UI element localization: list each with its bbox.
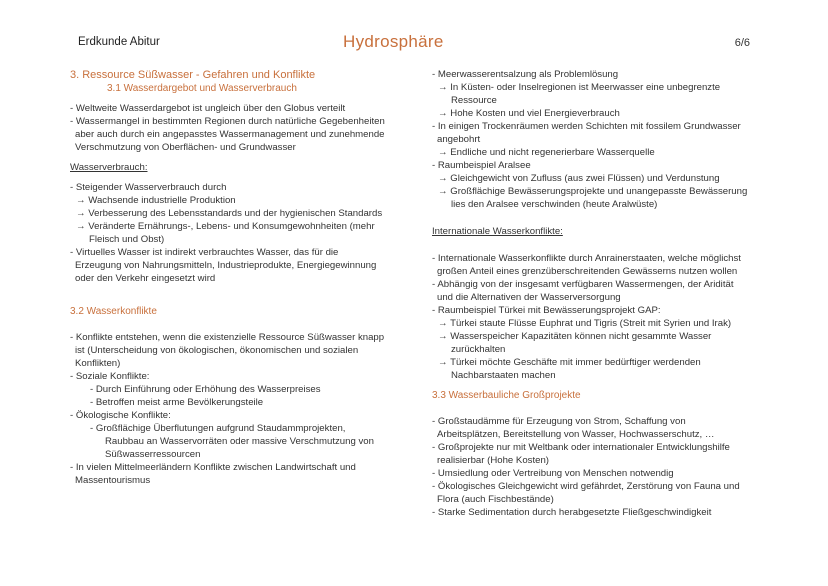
text-line: → Türkei staute Flüsse Euphrat und Tigris (Streit mit Syrien und Irak) <box>438 318 732 329</box>
text-line: angebohrt <box>437 134 481 145</box>
text-line: realisierbar (Hohe Kosten) <box>437 455 549 466</box>
text-line: Erzeugung von Nahrungsmitteln, Industrieprodukte, Energiegewinnung <box>75 260 377 271</box>
text-line: → Hohe Kosten und viel Energieverbrauch <box>438 108 620 119</box>
right-column <box>432 68 772 519</box>
text-line: - Internationale Wasserkonflikte durch Anrainerstaaten, welche möglichst <box>432 253 741 264</box>
text-line: - Ökologische Konflikte: <box>70 410 171 421</box>
text-line: - In einigen Trockenräumen werden Schichten mit fossilem Grundwasser <box>432 121 741 132</box>
section-heading-grossprojekte: 3.3 Wasserbauliche Großprojekte <box>432 390 581 401</box>
text-line: - Ökologisches Gleichgewicht wird gefährdet, Zerstörung von Fauna und <box>432 481 740 492</box>
text-line: - Großstaudämme für Erzeugung von Strom, Schaffung von <box>432 416 686 427</box>
text-line: → In Küsten- oder Inselregionen ist Meerwasser eine unbegrenzte <box>438 82 721 93</box>
text-line: - Weltweite Wasserdargebot ist ungleich über den Globus verteilt <box>70 103 346 114</box>
text-line: → Wachsende industrielle Produktion <box>76 195 236 206</box>
text-line: - Umsiedlung oder Vertreibung von Menschen notwendig <box>432 468 674 479</box>
subheading-internationale-wasserkonflikte: Internationale Wasserkonflikte: <box>432 226 563 237</box>
text-line: → Großflächige Bewässerungsprojekte und unangepasste Bewässerung <box>438 186 748 197</box>
text-line: Nachbarstaaten machen <box>451 370 556 381</box>
header-subject: Erdkunde Abitur <box>78 36 160 48</box>
text-line: ist (Unterscheidung von ökologischen, ökonomischen und sozialen <box>75 345 359 356</box>
text-line: → Verbesserung des Lebensstandards und der hygienischen Standards <box>76 208 383 219</box>
text-line: Ressource <box>451 95 497 106</box>
text-line: - In vielen Mittelmeerländern Konflikte zwischen Landwirtschaft und <box>70 462 356 473</box>
text-line: Verschmutzung von Oberflächen- und Grundwasser <box>75 142 296 153</box>
text-line: - Durch Einführung oder Erhöhung des Wasserpreises <box>90 384 321 395</box>
text-line: - Starke Sedimentation durch herabgesetzte Fließgeschwindigkeit <box>432 507 712 518</box>
text-line: - Wassermangel in bestimmten Regionen durch natürliche Gegebenheiten <box>70 116 385 127</box>
subsection-heading: 3.1 Wasserdargebot und Wasserverbrauch <box>107 83 297 94</box>
text-line: - Abhängig von der insgesamt verfügbaren Wassermengen, der Aridität <box>432 279 734 290</box>
text-line: Arbeitsplätzen, Bereitstellung von Wasser, Hochwasserschutz, … <box>437 429 715 440</box>
text-line: Flora (auch Fischbestände) <box>437 494 554 505</box>
text-line: Massentourismus <box>75 475 151 486</box>
text-line: → Veränderte Ernährungs-, Lebens- und Konsumgewohnheiten (mehr <box>76 221 375 232</box>
text-line: - Großflächige Überflutungen aufgrund Staudammprojekten, <box>90 423 346 434</box>
text-line: → Türkei möchte Geschäfte mit immer bedürftiger werdenden <box>438 357 701 368</box>
text-line: lies den Aralsee verschwinden (heute Aralwüste) <box>451 199 658 210</box>
page-number: 6/6 <box>734 37 750 49</box>
left-column <box>70 68 402 487</box>
text-line: - Steigender Wasserverbrauch durch <box>70 182 227 193</box>
text-line: - Virtuelles Wasser ist indirekt verbrauchtes Wasser, das für die <box>70 247 339 258</box>
text-line: → Wasserspeicher Kapazitäten können nicht gesammte Wasser <box>438 331 712 342</box>
text-line: Raubbau an Wasservorräten oder massive Verschmutzung von <box>105 436 374 447</box>
text-line: → Endliche und nicht regenerierbare Wasserquelle <box>438 147 655 158</box>
text-line: - Betroffen meist arme Bevölkerungsteile <box>90 397 264 408</box>
page-title: Hydrosphäre <box>343 32 444 51</box>
text-line: und die Alternativen der Wasserversorgung <box>437 292 621 303</box>
text-line: - Raumbeispiel Aralsee <box>432 160 531 171</box>
text-line: oder den Verkehr eingesetzt wird <box>75 273 216 284</box>
text-line: - Konflikte entstehen, wenn die existenzielle Ressource Süßwasser knapp <box>70 332 385 343</box>
text-line: - Großprojekte nur mit Weltbank oder internationaler Entwicklungshilfe <box>432 442 730 453</box>
text-line: aber auch durch ein angepasstes Wassermanagement und zunehmende <box>75 129 385 140</box>
text-line: → Gleichgewicht von Zufluss (aus zwei Flüssen) und Verdunstung <box>438 173 720 184</box>
text-line: - Meerwasserentsalzung als Problemlösung <box>432 69 619 80</box>
text-line: Fleisch und Obst) <box>89 234 165 245</box>
text-line: - Raumbeispiel Türkei mit Bewässerungsprojekt GAP: <box>432 305 661 316</box>
subheading-wasserverbrauch: Wasserverbrauch: <box>70 162 148 173</box>
text-line: zurückhalten <box>451 344 506 355</box>
text-line: großen Anteil eines grenzüberschreitenden Gewässerns nutzen wollen <box>437 266 738 277</box>
section-heading-wasserkonflikte: 3.2 Wasserkonflikte <box>70 306 157 317</box>
section-heading: 3. Ressource Süßwasser - Gefahren und Konflikte <box>70 69 316 81</box>
text-line: - Soziale Konflikte: <box>70 371 150 382</box>
text-line: Konflikten) <box>75 358 121 369</box>
text-line: Süßwasserressourcen <box>105 449 201 460</box>
